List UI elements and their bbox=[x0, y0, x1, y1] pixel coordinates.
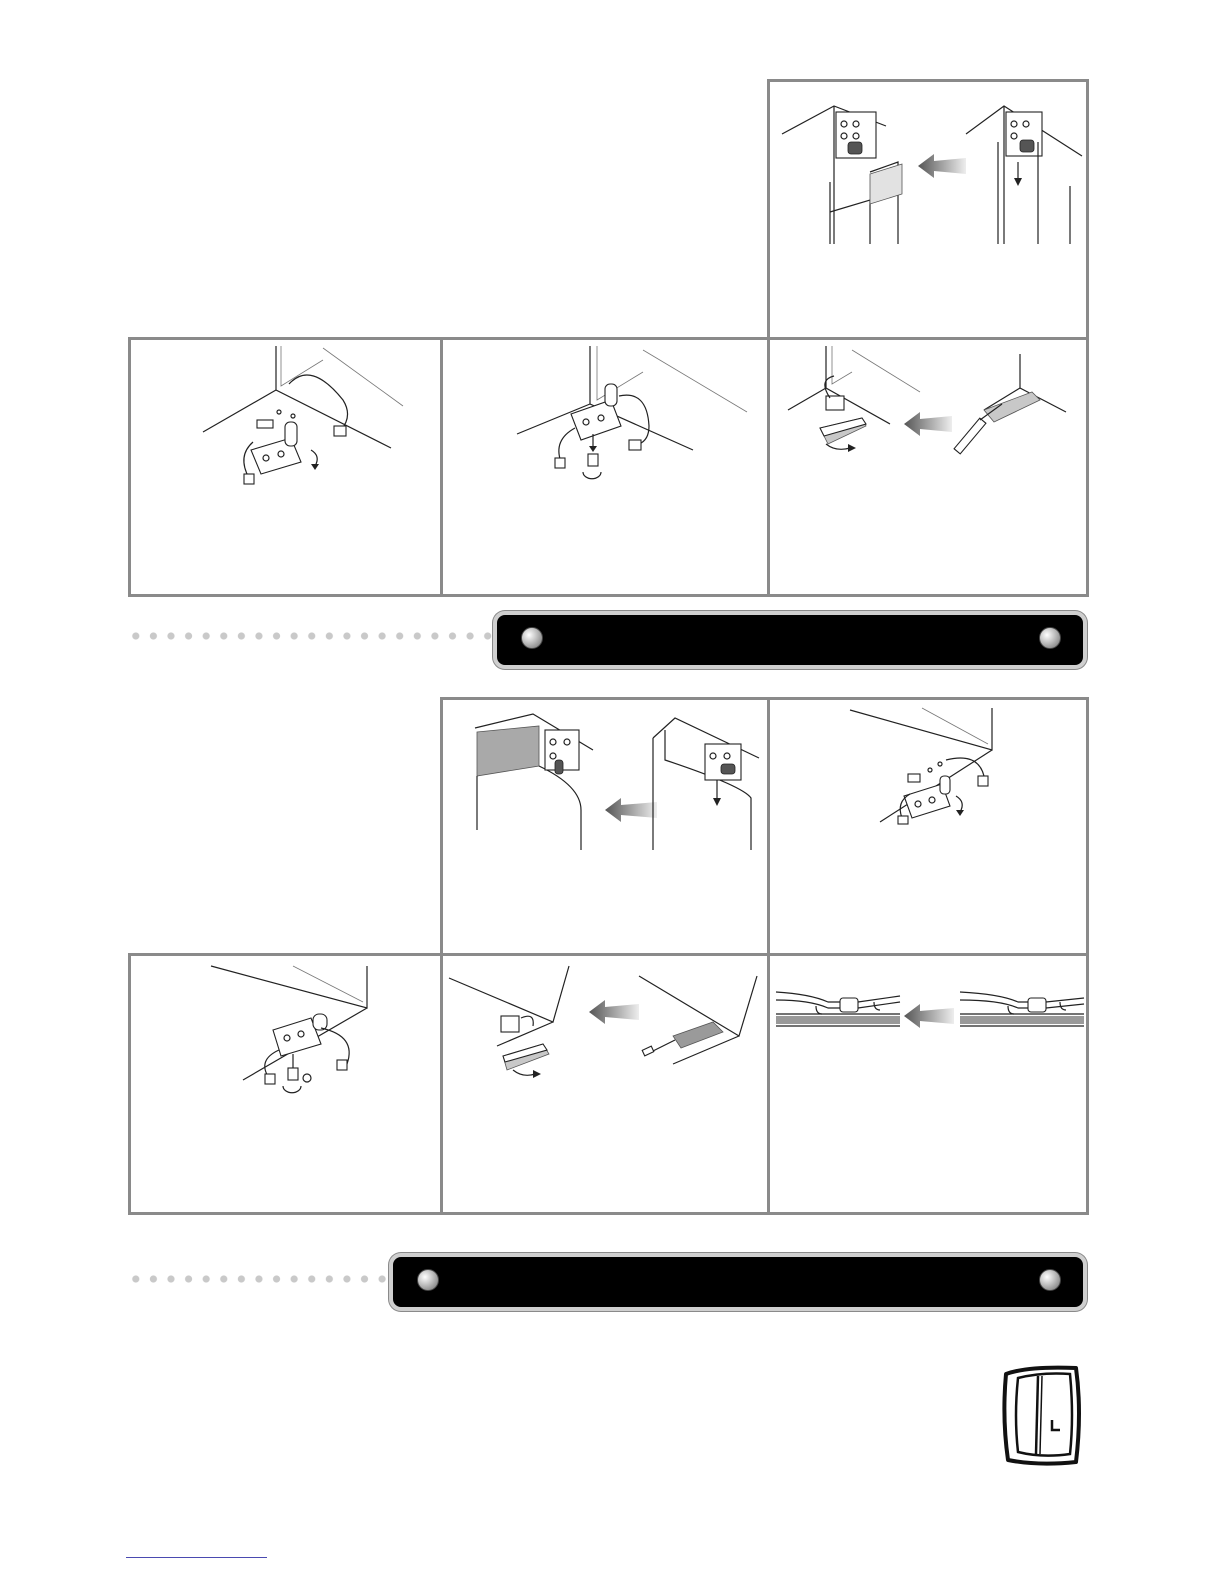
section-banner bbox=[493, 611, 1087, 669]
banner-dots bbox=[127, 1273, 393, 1285]
fig-hinge-plate-install bbox=[767, 697, 1089, 957]
fig-door-hinge-reattach bbox=[440, 697, 770, 957]
bolt-icon bbox=[521, 627, 543, 649]
fig-lower-hinge-remove bbox=[128, 337, 443, 597]
bolt-icon bbox=[1039, 1269, 1061, 1291]
bolt-icon bbox=[417, 1269, 439, 1291]
footer-underline bbox=[126, 1557, 267, 1558]
fig-top-door-hinge bbox=[767, 79, 1089, 341]
fig-cover-attach bbox=[440, 953, 770, 1215]
bolt-icon bbox=[1039, 627, 1061, 649]
refrigerator-icon bbox=[998, 1362, 1084, 1470]
banner-dots bbox=[127, 630, 497, 642]
section-banner bbox=[389, 1253, 1087, 1311]
fig-water-tube-connect bbox=[767, 953, 1089, 1215]
fig-cover-removal bbox=[767, 337, 1089, 597]
fig-lower-hinge-screw bbox=[440, 337, 770, 597]
fig-hinge-screw-tighten bbox=[128, 953, 443, 1215]
